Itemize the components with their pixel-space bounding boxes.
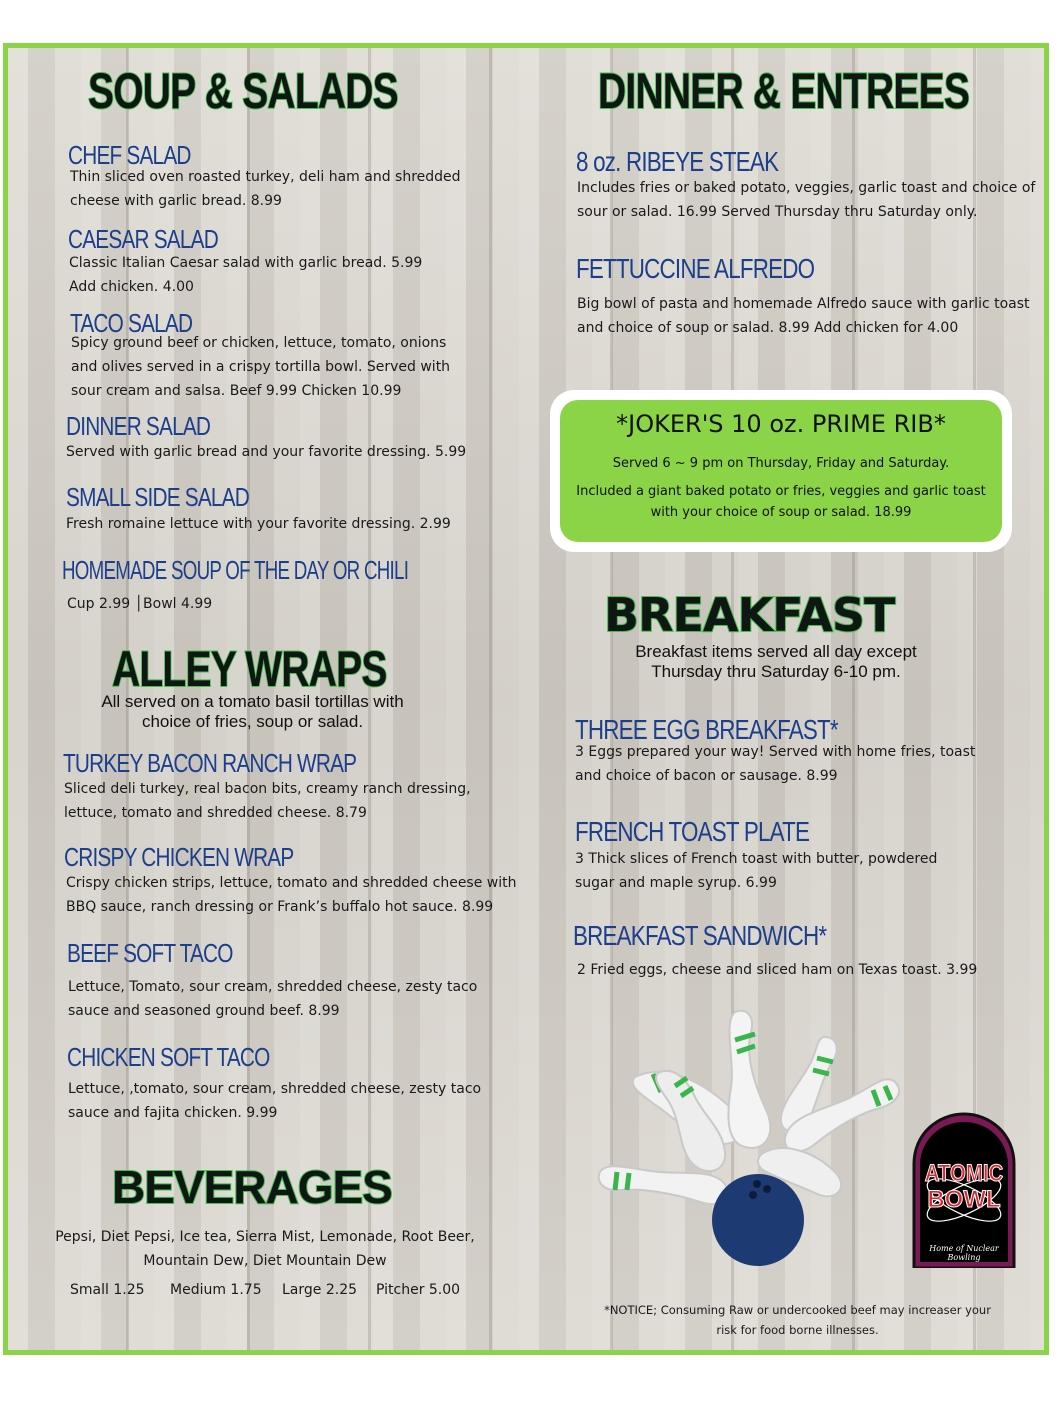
beef-soft-taco-title: BEEF SOFT TACO [67,938,233,968]
prime-rib-hours: Served 6 ~ 9 pm on Thursday, Friday and Saturday. [612,456,950,471]
prime-rib-desc: Included a giant baked potato or fries, veggies and garlic toast with your choice of soup or salad. 18.99 [576,484,986,520]
bowling-ball-hole-1 [753,1180,761,1188]
bowling-ball-hole-2 [763,1185,771,1193]
fettuccine-alfredo-title: FETTUCCINE ALFREDO [576,253,815,284]
soup-chili-desc: Cup 2.99 │Bowl 4.99 [67,596,213,612]
taco-salad-title: TACO SALAD [70,308,193,338]
caesar-salad-desc: Classic Italian Caesar salad with garlic bread. 5.99 Add chicken. 4.00 [69,255,423,295]
dinner-salad-desc: Served with garlic bread and your favorite dressing. 5.99 [66,444,467,460]
chef-salad-title: CHEF SALAD [68,140,191,170]
price-small: Small 1.25 [70,1282,145,1298]
fettuccine-alfredo-desc: Big bowl of pasta and homemade Alfredo sauce with garlic toast and choice of soup or salad. 8.99 Add chicken for 4.00 [577,296,1030,336]
atomic-bowl-logo [910,1112,1018,1268]
ribeye-steak-title: 8 oz. RIBEYE STEAK [576,146,779,177]
beef-soft-taco-desc: Lettuce, Tomato, sour cream, shredded cheese, zesty taco sauce and seasoned ground beef. 8.99 [68,979,478,1019]
chicken-soft-taco-desc: Lettuce, ,tomato, sour cream, shredded cheese, zesty taco sauce and fajita chicken. 9.99 [68,1081,482,1121]
beverages-list: Pepsi, Diet Pepsi, Ice tea, Sierra Mist, Lemonade, Root Beer, Mountain Dew, Diet Mountain Dew [55,1229,475,1269]
price-pitcher: Pitcher 5.00 [376,1282,461,1298]
logo-bowl-text: BOWL [927,1186,1001,1213]
soup-chili-title: HOMEMADE SOUP OF THE DAY OR CHILI [62,555,409,585]
crispy-chicken-wrap-desc: Crispy chicken strips, lettuce, tomato and shredded cheese with BBQ sauce, ranch dressing or Frank’s buffalo hot sauce. 8.99 [66,875,517,915]
logo-tagline: Home of Nuclear Bowling [929,1244,999,1262]
alley-wraps-subtitle: All served on a tomato basil tortillas with choice of fries, soup or salad. [101,692,404,731]
breakfast-subtitle: Breakfast items served all day except Thursday thru Saturday 6-10 pm. [635,642,917,681]
dinner-salad-title: DINNER SALAD [66,411,211,441]
raw-beef-notice: *NOTICE; Consuming Raw or undercooked beef may increaser your risk for food borne illnesses. [604,1303,991,1337]
breakfast-sandwich-title: BREAKFAST SANDWICH* [573,920,827,951]
three-egg-breakfast-desc: 3 Eggs prepared your way! Served with home fries, toast and choice of bacon or sausage. 8.99 [575,744,976,784]
breakfast-heading: BREAKFAST [604,588,895,642]
soup-salads-heading: SOUP & SALADS [88,63,398,119]
crispy-chicken-wrap-title: CRISPY CHICKEN WRAP [64,842,294,872]
ribeye-steak-desc: Includes fries or baked potato, veggies, garlic toast and choice of sour or salad. 16.99 Served Thursday thru Saturday only. [577,180,1036,220]
chef-salad-desc: Thin sliced oven roasted turkey, deli ham and shredded cheese with garlic bread. 8.99 [70,169,461,209]
taco-salad-desc: Spicy ground beef or chicken, lettuce, tomato, onions and olives served in a crispy tortilla bowl. Served with sour cream and salsa. Beef 9.99 Chicken 10.99 [71,335,451,399]
breakfast-sandwich-desc: 2 Fried eggs, cheese and sliced ham on Texas toast. 3.99 [577,962,978,978]
beverages-heading: BEVERAGES [112,1161,392,1213]
logo-atomic-text: ATOMIC [924,1160,1004,1187]
bowling-pins-illustration [595,1002,905,1280]
price-medium: Medium 1.75 [170,1282,262,1298]
prime-rib-title: *JOKER'S 10 oz. PRIME RIB* [616,410,946,438]
small-side-salad-title: SMALL SIDE SALAD [66,482,249,512]
bowling-ball-hole-3 [749,1191,757,1199]
caesar-salad-title: CAESAR SALAD [68,224,218,254]
french-toast-plate-title: FRENCH TOAST PLATE [575,816,810,847]
french-toast-plate-desc: 3 Thick slices of French toast with butter, powdered sugar and maple syrup. 6.99 [575,851,938,891]
chicken-soft-taco-title: CHICKEN SOFT TACO [67,1042,270,1072]
alley-wraps-heading: ALLEY WRAPS [112,641,387,697]
prime-rib-special-box [550,390,1012,552]
pin-center-tall [728,1011,770,1148]
small-side-salad-desc: Fresh romaine lettuce with your favorite dressing. 2.99 [66,516,451,532]
prime-rib-special-panel [560,400,1002,542]
turkey-bacon-ranch-wrap-desc: Sliced deli turkey, real bacon bits, creamy ranch dressing, lettuce, tomato and shredded cheese. 8.79 [64,781,471,821]
beverage-prices [66,1282,486,1306]
turkey-bacon-ranch-wrap-title: TURKEY BACON RANCH WRAP [63,748,357,778]
three-egg-breakfast-title: THREE EGG BREAKFAST* [575,714,838,745]
price-large: Large 2.25 [282,1282,358,1298]
dinner-entrees-heading: DINNER & ENTREES [598,63,970,119]
